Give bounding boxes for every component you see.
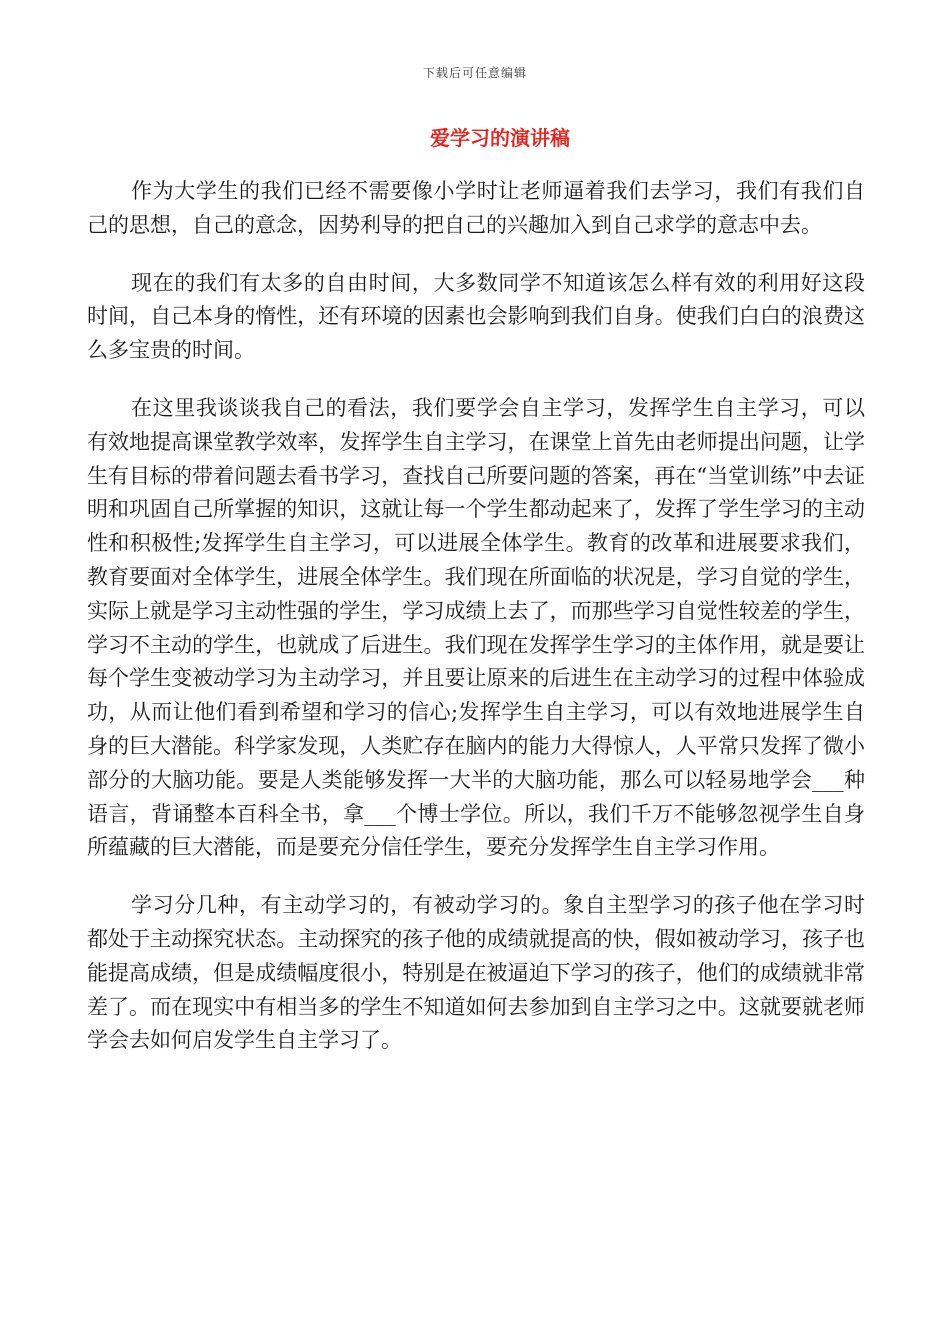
header-note: 下载后可任意编辑: [422, 66, 527, 80]
paragraph-1: 作为大学生的我们已经不需要像小学时让老师逼着我们去学习，我们有我们自己的思想，自己的意念，因势利导的把自己的兴趣加入到自己求学的意志中去。: [87, 179, 865, 237]
paragraph-3: 在这里我谈谈我自己的看法，我们要学会自主学习，发挥学生自主学习，可以有效地提高课堂教学效率，发挥学生自主学习，在课堂上首先由老师提出问题，让学生有目标的带着问题去看书学习，查找自己所要问题的答案，再在“当堂训练”中去证明和巩固自己所掌握的知识，这就让每一个学生都动起来了，发挥了学生学习的主动性和积极性;发挥学生自主学习，可以进展全体学生。教育的改革和进展要求我们，教育要面对全体学生，进展全体学生。我们现在所面临的状况是，学习自觉的学生，实际上就是学习主动性强的学生，学习成绩上去了，而那些学习自觉性较差的学生，学习不主动的学生，也就成了后进生。我们现在发挥学生学习的主体作用，就是要让每个学生变被动学习为主动学习，并且要让原来的后进生在主动学习的过程中体验成功，从而让他们看到希望和学习的信心;发挥学生自主学习，可以有效地进展学生自身的巨大潜能。科学家发现，人类贮存在脑内的能力大得惊人，人平常只发挥了微小部分的大脑功能。要是人类能够发挥一大半的大脑功能，那么可以轻易地学会___种语言，背诵整本百科全书，拿___个博士学位。所以，我们千万不能够忽视学生自身所蕴藏的巨大潜能，而是要充分信任学生，要充分发挥学生自主学习作用。: [87, 395, 865, 860]
document-body: [87, 175, 865, 1082]
paragraph-4: 学习分几种，有主动学习的，有被动学习的。象自主型学习的孩子他在学习时都处于主动探究状态。主动探究的孩子他的成绩就提高的快，假如被动学习，孩子也能提高成绩，但是成绩幅度很小，特别是在被逼迫下学习的孩子，他们的成绩就非常差了。而在现实中有相当多的学生不知道如何去参加到自主学习之中。这就要就老师学会去如何启发学生自主学习了。: [87, 893, 865, 1053]
document-title: 爱学习的演讲稿: [430, 126, 570, 150]
paragraph-2: 现在的我们有太多的自由时间，大多数同学不知道该怎么样有效的利用好这段时间，自己本身的惰性，还有环境的因素也会影响到我们自身。使我们白白的浪费这么多宝贵的时间。: [87, 270, 865, 363]
